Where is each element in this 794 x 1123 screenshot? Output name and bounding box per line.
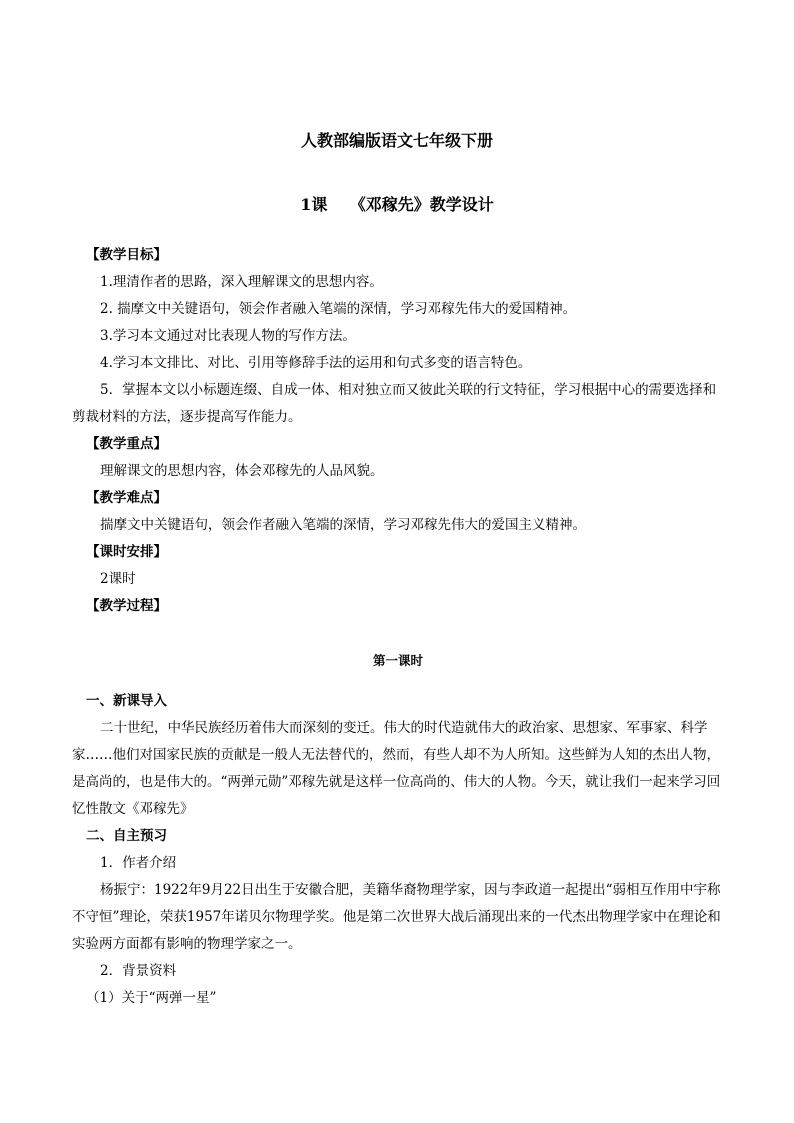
document-body <box>72 242 724 1012</box>
author-text: 杨振宁：1922年9月22日出生于安徽合肥，美籍华裔物理学家，因与李政道一起提出“弱相互作用中宇称不守恒”理论，荣获1957年诺贝尔物理学奖。他是第二次世界大战后涌现出来的一代杰出物理学家中在理论和实验两方面都有影响的物理学家之一。 <box>72 882 721 952</box>
process-heading: 【教学过程】 <box>86 598 167 614</box>
spacer <box>72 620 724 647</box>
goal-item-1: 1.理清作者的思路，深入理解课文的思想内容。 <box>100 274 383 290</box>
goal-item-4: 4.学习本文排比、对比、引用等修辞手法的运用和句式多变的语言特色。 <box>100 355 532 371</box>
key-text: 理解课文的思想内容，体会邓稼先的人品风貌。 <box>100 463 384 479</box>
lesson-title: 第一课时 <box>372 653 423 668</box>
difficulty-text: 揣摩文中关键语句，领会作者融入笔端的深情，学习邓稼先伟大的爱国主义精神。 <box>100 517 586 533</box>
document-subtitle: 1课 《邓稼先》教学设计 <box>300 195 494 214</box>
background-heading: 2．背景资料 <box>100 963 177 979</box>
schedule-text: 2课时 <box>100 571 136 587</box>
author-heading: 1．作者介绍 <box>100 855 177 871</box>
goal-item-5: 5．掌握本文以小标题连缀、自成一体、相对独立而又彼此关联的行文特征，学习根据中心的需要选择和剪裁材料的方法，逐步提高写作能力。 <box>72 382 717 425</box>
goal-item-2: 2. 揣摩文中关键语句，领会作者融入笔端的深情，学习邓稼先伟大的爱国精神。 <box>100 301 577 317</box>
difficulty-heading: 【教学难点】 <box>86 490 167 506</box>
schedule-heading: 【课时安排】 <box>86 544 167 560</box>
goals-heading: 【教学目标】 <box>86 247 167 263</box>
goal-item-3: 3.学习本文通过对比表现人物的写作方法。 <box>100 328 356 344</box>
background-subheading: （1）关于“两弹一星” <box>86 990 217 1006</box>
spacer <box>72 674 724 688</box>
document-title: 人教部编版语文七年级下册 <box>300 131 493 150</box>
section1-text: 二十世纪，中华民族经历着伟大而深刻的变迁。伟大的时代造就伟大的政治家、思想家、军事家、科学家……他们对国家民族的贡献是一般人无法替代的，然而，有些人却不为人所知。这些鲜为人知的杰出人物，是高尚的，也是伟大的。“两弹元勋”邓稼先就是这样一位高尚的、伟大的人物。今天，就让我们一起来学习回忆性散文《邓稼先》 <box>72 720 721 817</box>
section2-heading: 二、自主预习 <box>86 828 167 844</box>
section1-heading: 一、新课导入 <box>86 693 167 709</box>
key-heading: 【教学重点】 <box>86 436 167 452</box>
